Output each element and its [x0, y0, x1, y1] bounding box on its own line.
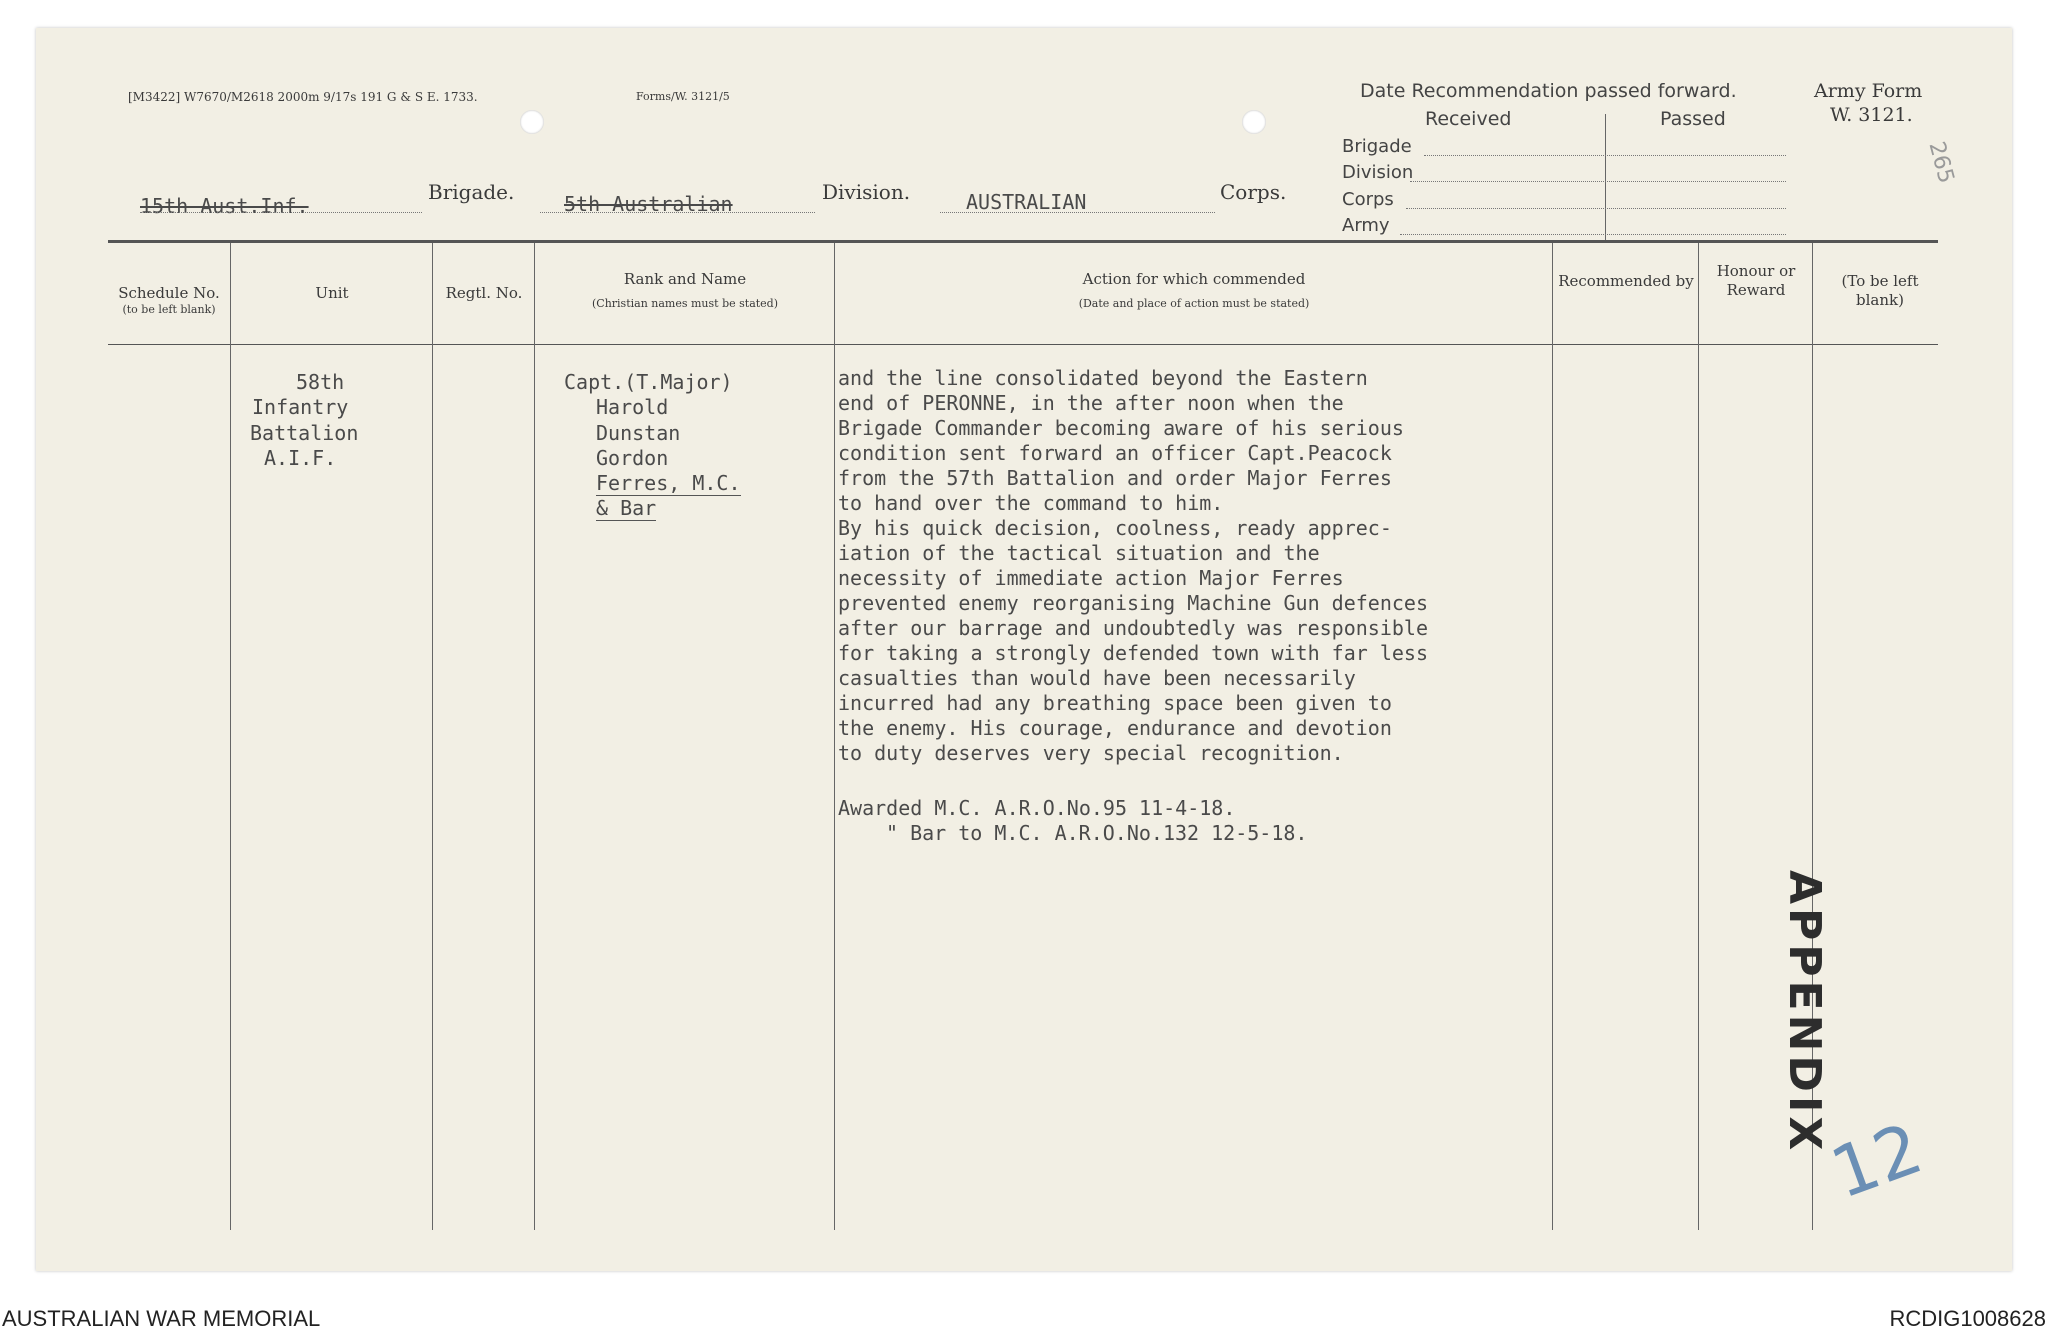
column-divider [230, 243, 231, 1230]
footer-source: AUSTRALIAN WAR MEMORIAL [2, 1306, 321, 1331]
dotted-line [540, 212, 815, 213]
header-schedule-note: (to be left blank) [122, 302, 216, 316]
header-action [836, 270, 1552, 311]
action-line: to hand over the command to him. [838, 491, 1224, 515]
print-reference: [M3422] W7670/M2618 2000m 9/17s 191 G & S E. 1733. [128, 90, 478, 104]
dotted-line [1400, 234, 1786, 235]
action-line: to duty deserves very special recognition. [838, 741, 1344, 765]
pencil-number: 265 [1923, 138, 1959, 187]
award-line: " Bar to M.C. A.R.O.No.132 12-5-18. [886, 821, 1308, 845]
action-line: incurred had any breathing space been given to [838, 691, 1392, 715]
header-honour: Honour or Reward [1716, 262, 1796, 299]
action-line: for taking a strongly defended town with far less [838, 641, 1429, 665]
header-action-note: (Date and place of action must be stated) [1078, 296, 1310, 310]
column-divider [1552, 243, 1553, 1230]
header-regtl: Regtl. No. [445, 284, 523, 302]
header-rank-name-label: Rank and Name [623, 270, 747, 288]
name-line: Gordon [596, 446, 669, 470]
action-line: iation of the tactical situation and the [838, 541, 1320, 565]
unit-line: 58th [296, 370, 345, 394]
table-header-rule [108, 344, 1938, 345]
dotted-line [1424, 155, 1786, 156]
column-divider [534, 243, 535, 1230]
forward-row-corps: Corps [1342, 189, 1394, 210]
action-line: By his quick decision, coolness, ready apprec- [838, 516, 1392, 540]
brigade-label: Brigade. [428, 180, 515, 204]
unit-line: A.I.F. [264, 446, 337, 470]
header-left-blank: (To be left blank) [1841, 272, 1919, 309]
header-schedule-label: Schedule No. [118, 284, 220, 302]
name-line: & Bar [596, 496, 657, 520]
dotted-line [140, 212, 422, 213]
appendix-stamp: APPENDIX [1779, 870, 1830, 1155]
dotted-line [1406, 208, 1786, 209]
action-line: after our barrage and undoubtedly was responsible [838, 616, 1429, 640]
forward-title: Date Recommendation passed forward. [1360, 80, 1737, 102]
forward-row-division: Division [1342, 162, 1414, 183]
column-divider [834, 243, 835, 1230]
header-action-label: Action for which commended [1082, 270, 1306, 288]
brigade-value: 15th Aust.Inf. [140, 194, 309, 218]
header-schedule [108, 284, 230, 317]
action-line: from the 57th Battalion and order Major Ferres [838, 466, 1392, 490]
action-line: and the line consolidated beyond the Eastern [838, 366, 1368, 390]
action-line: necessity of immediate action Major Ferres [838, 566, 1344, 590]
header-rank-name-note: (Christian names must be stated) [591, 296, 779, 310]
header-unit: Unit [315, 284, 349, 302]
army-form-label: Army Form [1814, 80, 1923, 102]
action-line: Brigade Commander becoming aware of his serious [838, 416, 1404, 440]
punch-hole [520, 110, 544, 134]
action-line: casualties than would have been necessarily [838, 666, 1356, 690]
column-divider [432, 243, 433, 1230]
name-line: Dunstan [596, 421, 681, 445]
handwritten-number: 12 [1820, 1107, 1933, 1215]
dotted-line [1410, 181, 1786, 182]
forward-row-army: Army [1342, 215, 1390, 236]
action-line: prevented enemy reorganising Machine Gun defences [838, 591, 1429, 615]
dotted-line [940, 212, 1215, 213]
forward-row-brigade: Brigade [1342, 136, 1412, 157]
award-line: Awarded M.C. A.R.O.No.95 11-4-18. [838, 796, 1236, 820]
unit-line: Battalion [250, 421, 359, 445]
corps-value: AUSTRALIAN [966, 190, 1087, 214]
action-line: end of PERONNE, in the after noon when the [838, 391, 1344, 415]
action-line: condition sent forward an officer Capt.Peacock [838, 441, 1392, 465]
punch-hole [1242, 110, 1266, 134]
division-value: 5th Australian [564, 192, 733, 216]
corps-label: Corps. [1220, 180, 1287, 204]
name-line: Capt.(T.Major) [564, 370, 733, 394]
unit-line: Infantry [252, 395, 349, 419]
table-top-rule [108, 240, 1938, 243]
action-line: the enemy. His courage, endurance and devotion [838, 716, 1392, 740]
name-line: Ferres, M.C. [596, 471, 741, 495]
passed-label: Passed [1660, 108, 1726, 130]
form-number: W. 3121. [1830, 104, 1913, 126]
name-line: Harold [596, 395, 669, 419]
header-recommended: Recommended by [1558, 272, 1694, 290]
column-divider [1698, 243, 1699, 1230]
footer-id: RCDIG1008628 [1889, 1306, 2046, 1331]
received-label: Received [1425, 108, 1512, 130]
forward-divider [1605, 114, 1606, 242]
division-label: Division. [822, 180, 911, 204]
forms-reference: Forms/W. 3121/5 [636, 90, 730, 103]
header-rank-name [536, 270, 834, 311]
